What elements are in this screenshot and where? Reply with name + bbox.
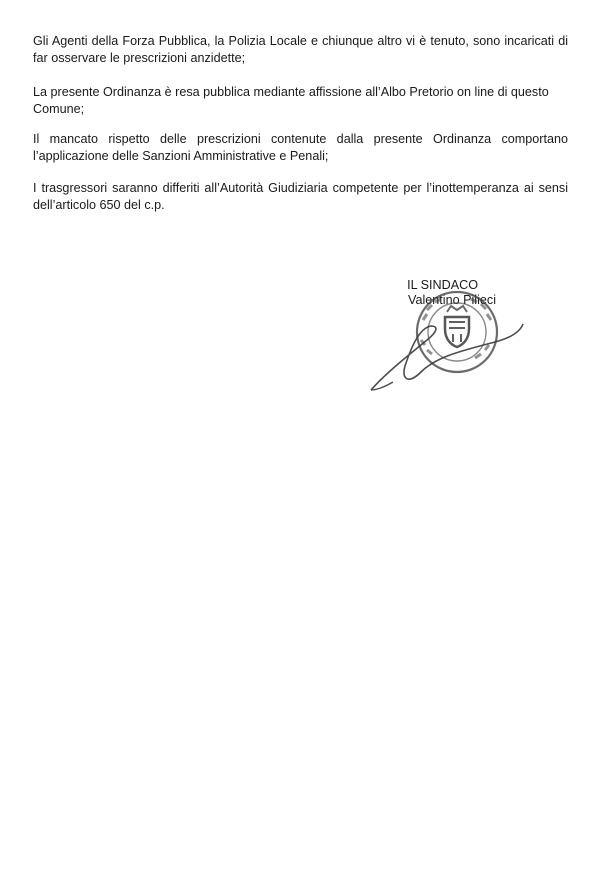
seal-outer-ring <box>417 292 497 372</box>
paragraph-sanctions: Il mancato rispetto delle prescrizioni contenute dalla presente Ordinanza comportano l’applicazione delle Sanzioni Amministrative e Penali; <box>33 132 568 163</box>
paragraph-publication: La presente Ordinanza è resa pubblica mediante affissione all’Albo Pretorio on line di questo Comune; <box>33 85 549 116</box>
paragraph-enforcement: Gli Agenti della Forza Pubblica, la Polizia Locale e chiunque altro vi è tenuto, sono incaricati di far osservare le prescrizioni anzidette; <box>33 34 568 65</box>
handwritten-signature <box>371 324 523 390</box>
signatory-name: Valentino Pilieci <box>408 293 496 307</box>
paragraph-violators: I trasgressori saranno differiti all’Autorità Giudiziaria competente per l’inottemperanza ai sensi dell’articolo 650 del c.p. <box>33 181 568 212</box>
seal-crown-icon <box>447 306 467 312</box>
municipal-seal-stamp <box>365 262 530 397</box>
signatory-title: IL SINDACO <box>407 278 478 292</box>
